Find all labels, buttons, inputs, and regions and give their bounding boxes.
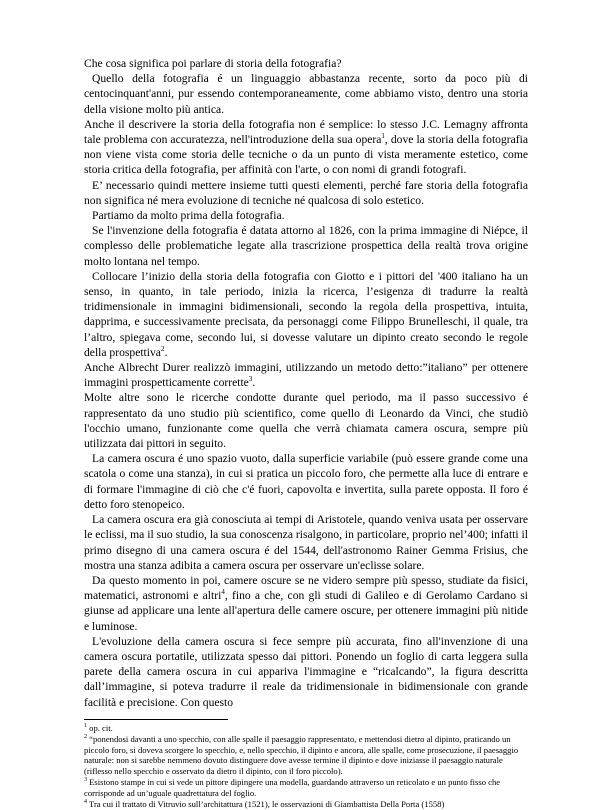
- footnote-number: 3: [84, 777, 87, 784]
- paragraph-9: [84, 390, 528, 451]
- paragraph-text: La camera oscura é uno spazio vuoto, dalla superficie variabile (può essere grande come una scatola o come una stanza), in cui si pratica un piccolo foro, che permette alla luce di entrare e di formare l'immagine di ciò che c'é fuori, capovolta e invertita, sulla parete opposta. Il foro é detto foro stenopeico.: [84, 452, 528, 511]
- paragraph-12: [84, 573, 528, 634]
- footnote-divider: [84, 719, 228, 720]
- paragraph-text: .: [164, 345, 168, 359]
- footnote-1: [84, 723, 528, 734]
- footnote-text: Tra cui il trattato di Vitruvio sull’architattura (1521), le osservazioni di Giambattista Della Porta (1558): [87, 799, 445, 810]
- paragraph-text: Se l'invenzione della fotografia é datata attorno al 1826, con la prima immagine di Niépce, il complesso delle problematiche legate alla trascrizione prospettica della realtà trova origine molto lontana nel tempo.: [84, 224, 528, 268]
- paragraph-11: [84, 512, 528, 573]
- paragraph-text: Partiamo da molto prima della fotografia.: [92, 209, 285, 223]
- paragraph-text: , fino a che, con gli studi di Galileo e di Gerolamo Cardano si giunse ad applicare una lente all'apertura delle camere oscure, per ottenere immagini più nitide e luminose.: [84, 589, 528, 633]
- paragraph-text: E’ necessario quindi mettere insieme tutti questi elementi, perché fare storia della fotografia non significa né mera evoluzione di tecniche né qualcosa di solo estetico.: [84, 178, 528, 207]
- footnote-ref-3[interactable]: 3: [248, 375, 253, 384]
- paragraph-6: [84, 223, 528, 269]
- footnote-text: “ponendosi davanti a uno specchio, con alle spalle il paesaggio rappresentato, e mettendosi dietro al dipinto, praticando un piccolo foro, si doveva scorgere lo specchio, e, nello specchio, il dipinto e ancora, alle spalle, come prosecuzione, il paesaggio naturale: non si sarebbe nemmeno dovuto distinguere dove avesse termine il dipinto e dove iniziasse il paesaggio naturale (riflesso nello specchio e osservato da dietro il dipinto, con il foro piccolo).: [84, 733, 519, 777]
- paragraph-text: Collocare l’inizio della storia della fotografia con Giotto e i pittori del '400 italiano ha un senso, in quanto, in tale periodo, inizia la ricerca, l’esigenza di tradurre la realtà tridimensionale in immagini bidimensionali, secondo la regola della prospettiva, intuita, dapprima, e successivamente precisata, da personaggi come Filippo Brunelleschi, il quale, tra l’altro, spiegava come, secondo lui, si dovesse valutare un dipinto creato secondo le regole della prospettiva: [84, 269, 528, 359]
- paragraph-4: [84, 178, 528, 208]
- paragraph-text: Anche il descrivere la storia della fotografia non é semplice: lo stesso J.C. Lemagny affronta tale problema con accuratezza, nell'introduzione della sua opera: [84, 117, 528, 147]
- footnote-ref-4[interactable]: 4: [221, 588, 225, 597]
- footnote-4: [84, 799, 528, 810]
- paragraph-7: [84, 269, 528, 360]
- footnote-text: op. cit.: [87, 722, 113, 733]
- paragraph-text: Anche Albrecht Durer realizzò immagini, utilizzando un metodo detto:”italiano” per ottenere immagini prospetticamente corrette: [84, 361, 528, 390]
- paragraph-text: , dove la storia della fotografia non viene vista come storia delle tecniche o da un punto di vista meramente estetico, come storia critica della fotografia, per affinità con l'arte, o con nomi di grandi fotografi.: [84, 133, 528, 177]
- footnote-ref-2[interactable]: 2: [160, 345, 165, 353]
- paragraph-text: Molte altre sono le ricerche condotte durante quel periodo, ma il passo successivo é rappresentato da uno studio più scientifico, come quello di Leonardo da Vinci, che studiò l'occhio umano, funzionante come quella che verrà chiamata camera oscura, sempre più utilizzata dai pittori in seguito.: [84, 391, 528, 451]
- footnote-number: 4: [84, 799, 87, 806]
- footnote-3: [84, 777, 528, 799]
- paragraph-text: Che cosa significa poi parlare di storia della fotografia?: [84, 57, 342, 70]
- paragraph-text: .: [252, 376, 256, 390]
- paragraph-3: [84, 117, 528, 178]
- footnote-number: 2: [84, 733, 87, 740]
- footnote-text: Esistono stampe in cui si vede un pittore dipingere una modella, guardando attraverso un reticolato e un punto fisso che corrisponde ad un’uguale quadrettatura del foglio.: [84, 777, 501, 799]
- paragraph-text: Da questo momento in poi, camere oscure se ne videro sempre più spesso, studiate da fisici, matematici, astronomi e altri: [84, 573, 528, 603]
- footnote-2: [84, 734, 528, 778]
- paragraph-8: [84, 360, 528, 390]
- paragraph-13: [84, 634, 528, 710]
- footnote-number: 1: [84, 722, 87, 729]
- paragraph-10: [84, 451, 528, 512]
- paragraph-1: [84, 56, 528, 71]
- footnote-ref-1[interactable]: 1: [381, 132, 385, 141]
- paragraph-text: Quello della fotografia é un linguaggio abbastanza recente, sorto da poco più di centocinquant'anni, pur essendo contemporaneamente, come abbiamo visto, dentro una storia della visione molto più antica.: [84, 72, 528, 116]
- paragraph-5: [84, 208, 528, 223]
- document-page: [84, 56, 528, 810]
- paragraph-text: L'evoluzione della camera oscura si fece sempre più accurata, fino all'invenzione di una camera oscura portatile, utilizzata spesso dai pittori. Ponendo un foglio di carta leggera sulla parete della camera oscura in cui appariva l'immagine e “ricalcando”, la figura descritta dall’immagine, si poteva tradurre il reale da tridimensionale in bidimensionale con grande facilità e precisione. Con questo: [84, 634, 528, 709]
- paragraph-text: La camera oscura era già conosciuta ai tempi di Aristotele, quando veniva usata per osservare le eclissi, ma il suo studio, la sua conoscenza risalgono, in particolare, proprio nel’400; infatti il primo disegno di una camera oscura é del 1544, dell'astronomo Rainer Gemma Frisius, che mostra una stanza adibita a camera oscura per osservare un'eclisse solare.: [84, 513, 528, 572]
- paragraph-2: [84, 71, 528, 117]
